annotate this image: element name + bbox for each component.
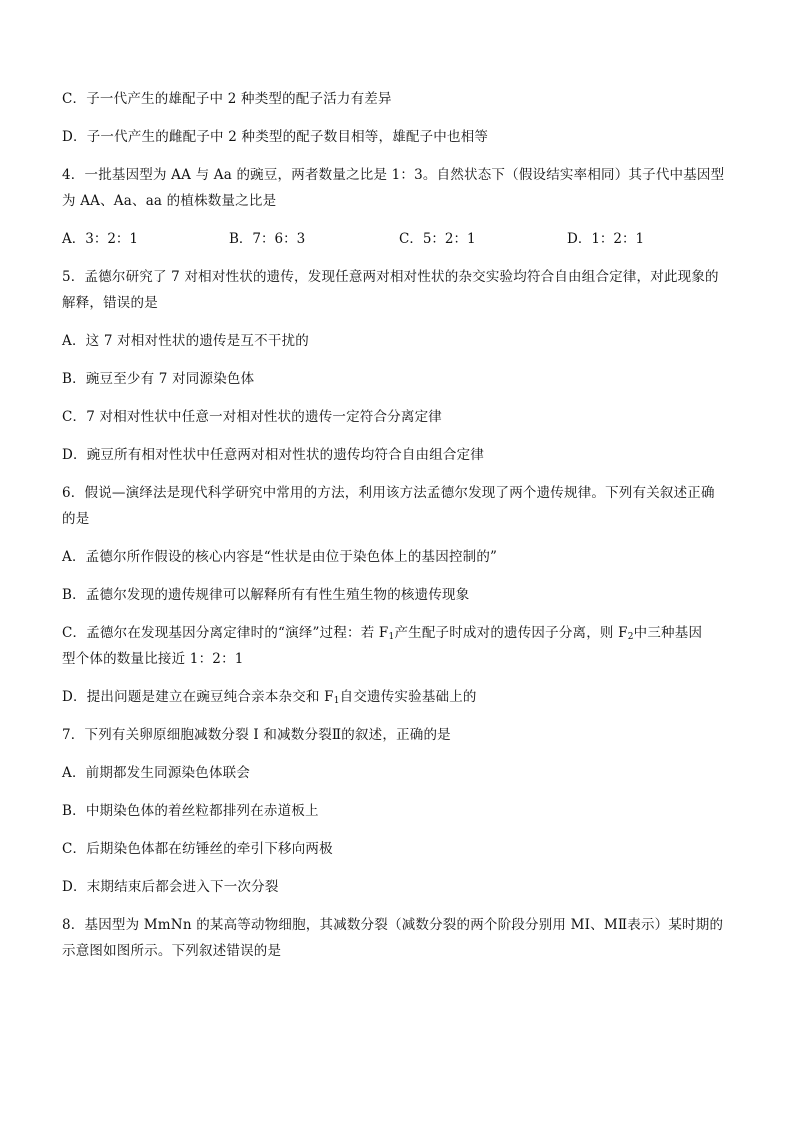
q5-option-b: B．豌豆至少有 7 对同源染色体 [62, 371, 255, 387]
q4-option-d: D．1：2：1 [567, 231, 645, 247]
q5-stem-line2: 解释，错误的是 [62, 295, 158, 311]
q7-option-c: C．后期染色体都在纺锤丝的牵引下移向两极 [62, 841, 333, 857]
q5-option-d: D．豌豆所有相对性状中任意两对相对性状的遗传均符合自由组合定律 [62, 447, 485, 463]
q6-option-c-sub2: 2 [627, 632, 634, 642]
q4-stem-line1: 4．一批基因型为 AA 与 Aa 的豌豆，两者数量之比是 1：3。自然状态下（假设结实率相同）其子代中基因型 [62, 167, 725, 183]
q6-option-d-text-b: 自交遗传实验基础上的 [339, 689, 477, 705]
q6-option-c-text-b: 产生配子时成对的遗传因子分离，则 F [394, 625, 628, 641]
q6-stem-line1: 6．假说—演绎法是现代科学研究中常用的方法，利用该方法孟德尔发现了两个遗传规律。下列有关叙述正确 [62, 485, 715, 501]
q7-option-d: D．末期结束后都会进入下一次分裂 [62, 879, 279, 895]
q6-option-d-sub: 1 [333, 696, 340, 706]
q6-option-b: B．孟德尔发现的遗传规律可以解释所有有性生殖生物的核遗传现象 [62, 587, 470, 603]
q6-stem-line2: 的是 [62, 511, 90, 527]
q6-option-c-text-a: C．孟德尔在发现基因分离定律时的“演绎”过程：若 F [62, 625, 389, 641]
q6-option-c-sub1: 1 [388, 632, 395, 642]
q3-option-c: C．子一代产生的雄配子中 2 种类型的配子活力有差异 [62, 91, 392, 107]
q7-option-b: B．中期染色体的着丝粒都排列在赤道板上 [62, 803, 319, 819]
q5-option-c: C．7 对相对性状中任意一对相对性状的遗传一定符合分离定律 [62, 409, 443, 425]
q4-option-b: B．7：6：3 [229, 231, 306, 247]
q6-option-c-line1 [62, 623, 734, 644]
q4-options [62, 229, 734, 250]
q7-option-a: A．前期都发生同源染色体联会 [62, 765, 251, 781]
q6-option-d-text-a: D．提出问题是建立在豌豆纯合亲本杂交和 F [62, 689, 334, 705]
q4-option-c: C．5：2：1 [399, 231, 476, 247]
q5-option-a: A．这 7 对相对性状的遗传是互不干扰的 [62, 333, 309, 349]
q3-option-d: D．子一代产生的雌配子中 2 种类型的配子数目相等，雄配子中也相等 [62, 129, 489, 145]
q6-option-c-line2: 型个体的数量比接近 1：2：1 [62, 651, 244, 667]
q8-stem-line2: 示意图如图所示。下列叙述错误的是 [62, 943, 282, 959]
q4-stem-line2: 为 AA、Aa、aa 的植株数量之比是 [62, 193, 277, 209]
q7-stem: 7．下列有关卵原细胞减数分裂 I 和减数分裂Ⅱ的叙述，正确的是 [62, 727, 451, 743]
q6-option-c-text-c: 中三种基因 [633, 625, 703, 641]
q6-option-d [62, 687, 734, 708]
q5-stem-line1: 5．孟德尔研究了 7 对相对性状的遗传，发现任意两对相对性状的杂交实验均符合自由组合定律，对此现象的 [62, 269, 719, 285]
q6-option-a: A．孟德尔所作假设的核心内容是“性状是由位于染色体上的基因控制的” [62, 549, 498, 565]
q8-stem-line1: 8．基因型为 MmNn 的某高等动物细胞，其减数分裂（减数分裂的两个阶段分别用 MI、MⅡ表示）某时期的 [62, 917, 724, 933]
q4-option-a: A．3：2：1 [62, 231, 139, 247]
